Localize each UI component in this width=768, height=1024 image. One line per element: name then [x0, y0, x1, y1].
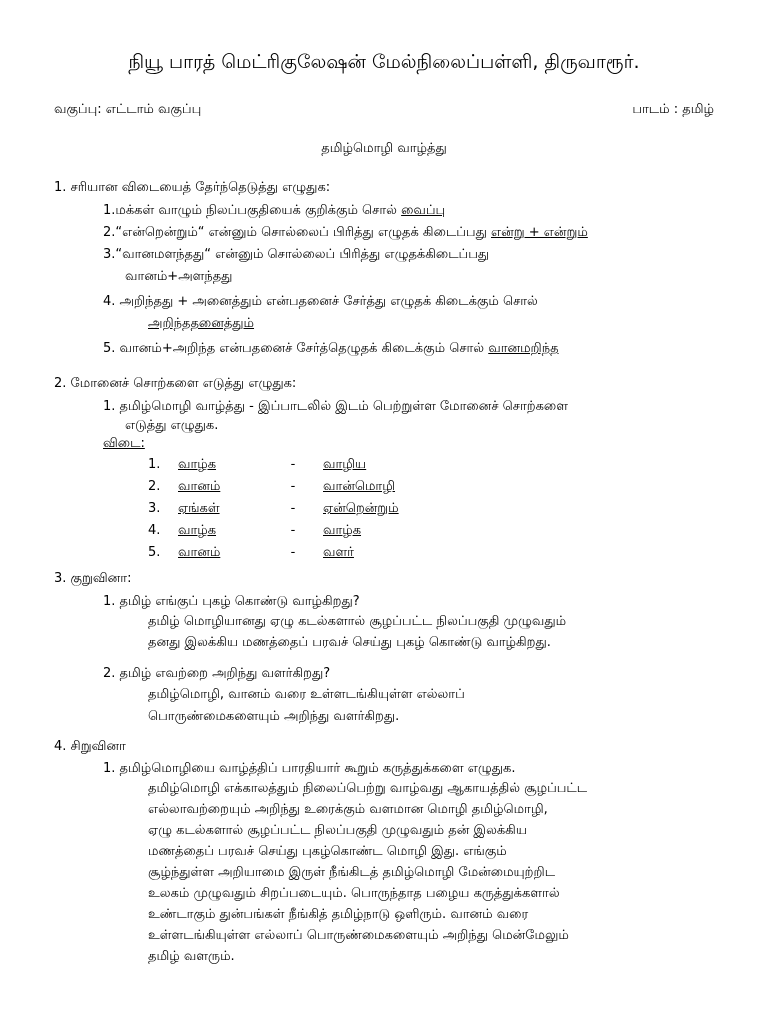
s1-a1: வைப்பு — [401, 203, 446, 218]
pair-word-a: வாழ்க — [178, 457, 217, 472]
pair-word-b: வளர் — [323, 545, 354, 560]
s3-a2-line2: பொருண்மைகளையும் அறிந்து வளர்கிறது. — [148, 709, 400, 724]
s1-q2-text: 2.“என்றென்றும்“ என்னும் சொல்லைப் பிரித்து எழுதக் கிடைப்பது — [103, 225, 487, 240]
s1-a2: என்று + என்றும் — [490, 225, 588, 240]
s2-answer-label-wrap — [103, 435, 145, 453]
section2-heading: 2. மோனைச் சொற்களை எடுத்து எழுதுக: — [54, 376, 297, 391]
pair-word-b: வான்மொழி — [323, 479, 396, 494]
pair-word-a: வாழ்க — [178, 523, 217, 538]
monai-pair-1 — [148, 456, 366, 474]
pair-number: 5. — [148, 545, 161, 560]
s1-a4-wrap — [148, 315, 254, 333]
s4-answer-line: ஏழு கடல்களால் சூழப்பட்ட நிலப்பகுதி முழுவதும் தன் இலக்கிய — [148, 823, 527, 838]
pair-dash: - — [290, 479, 296, 494]
lesson-title: தமிழ்மொழி வாழ்த்து — [321, 141, 447, 156]
s1-a4: அறிந்ததனைத்தும் — [148, 316, 255, 331]
s1-q3: 3.“வானமளந்தது“ என்னும் சொல்லைப் பிரித்து எழுதக்கிடைப்பது — [103, 247, 490, 262]
pair-number: 1. — [148, 457, 161, 472]
pair-word-a: வானம் — [178, 479, 221, 494]
s4-answer-line: தமிழ் வளரும். — [148, 949, 235, 964]
s3-a1-line1: தமிழ் மொழியானது ஏழு கடல்களால் சூழப்பட்ட நிலப்பகுதி முழுவதும் — [148, 614, 567, 629]
s3-a1-line2: தனது இலக்கிய மணத்தைப் பரவச் செய்து புகழ் கொண்டு வாழ்கிறது. — [148, 635, 551, 650]
s1-q1-text: 1.மக்கள் வாழும் நிலப்பகுதியைக் குறிக்கும் சொல் — [103, 203, 397, 218]
section1-heading: 1. சரியான விடையைத் தேர்ந்தெடுத்து எழுதுக: — [54, 180, 331, 195]
s1-a5: வானமறிந்த — [488, 341, 559, 356]
pair-dash: - — [290, 545, 296, 560]
s4-answer-line: எல்லாவற்றையும் அறிந்து உரைக்கும் வளமான மொழி தமிழ்மொழி, — [148, 802, 548, 817]
s4-answer-line: தமிழ்மொழி எக்காலத்தும் நிலைப்பெற்று வாழ்வது ஆகாயத்தில் சூழப்பட்ட — [148, 781, 588, 796]
class-label: வகுப்பு: எட்டாம் வகுப்பு — [54, 102, 202, 117]
pair-number: 2. — [148, 479, 161, 494]
pair-word-a: ஏங்கள் — [178, 501, 220, 516]
s1-q2 — [103, 224, 588, 242]
s4-q1: 1. தமிழ்மொழியை வாழ்த்திப் பாரதியார் கூறும் கருத்துக்களை எழுதுக. — [103, 761, 516, 776]
s4-answer-line: உலகம் முழுவதும் சிறப்படையும். பொருந்தாத பழைய கருத்துக்களால் — [148, 886, 560, 901]
s4-answer-line: உள்ளடங்கியுள்ள எல்லாப் பொருண்மைகளையும் அறிந்து மென்மேலும் — [148, 928, 569, 943]
s1-q5 — [103, 340, 559, 358]
s3-a2-line1: தமிழ்மொழி, வானம் வரை உள்ளடங்கியுள்ள எல்லாப் — [148, 687, 465, 702]
pair-dash: - — [290, 523, 296, 538]
section4-heading: 4. சிறுவினா — [54, 739, 126, 754]
subject-label: பாடம் : தமிழ் — [632, 102, 714, 117]
school-title: நியூ பாரத் மெட்ரிகுலேஷன் மேல்நிலைப்பள்ளி, திருவாரூர். — [128, 51, 640, 73]
monai-pair-5 — [148, 544, 354, 562]
pair-word-b: ஏன்றென்றும் — [323, 501, 399, 516]
s2-answer-label: விடை: — [103, 436, 145, 451]
pair-word-a: வானம் — [178, 545, 221, 560]
pair-dash: - — [290, 457, 296, 472]
pair-number: 3. — [148, 501, 161, 516]
s1-a3: வானம்+அளந்தது — [125, 269, 233, 284]
monai-pair-3 — [148, 500, 399, 518]
pair-number: 4. — [148, 523, 161, 538]
s1-q4: 4. அறிந்தது + அனைத்தும் என்பதனைச் சேர்த்து எழுதக் கிடைக்கும் சொல் — [103, 294, 538, 309]
s2-q1-line2: எடுத்து எழுதுக. — [125, 418, 219, 433]
monai-pair-4 — [148, 522, 361, 540]
pair-word-b: வாழ்க — [323, 523, 362, 538]
pair-word-b: வாழிய — [323, 457, 367, 472]
s3-q2: 2. தமிழ் எவற்றை அறிந்து வளர்கிறது? — [103, 666, 331, 681]
pair-dash: - — [290, 501, 296, 516]
s1-q1 — [103, 202, 445, 220]
s4-answer-line: உண்டாகும் துன்பங்கள் நீங்கித் தமிழ்நாடு ஒளிரும். வானம் வரை — [148, 907, 529, 922]
s4-answer-line: சூழ்ந்துள்ள அறியாமை இருள் நீங்கிடத் தமிழ்மொழி மேன்மையுற்றிட — [148, 865, 556, 880]
s4-answer-line: மணத்தைப் பரவச் செய்து புகழ்கொண்ட மொழி இது. எங்கும் — [148, 844, 507, 859]
s1-q5-text: 5. வானம்+அறிந்த என்பதனைச் சேர்த்தெழுதக் கிடைக்கும் சொல் — [103, 341, 485, 356]
s2-q1-line1: 1. தமிழ்மொழி வாழ்த்து - இப்பாடலில் இடம் பெற்றுள்ள மோனைச் சொற்களை — [103, 399, 568, 414]
s3-q1: 1. தமிழ் எங்குப் புகழ் கொண்டு வாழ்கிறது? — [103, 594, 360, 609]
monai-pair-2 — [148, 478, 395, 496]
section3-heading: 3. குறுவினா: — [54, 571, 132, 586]
